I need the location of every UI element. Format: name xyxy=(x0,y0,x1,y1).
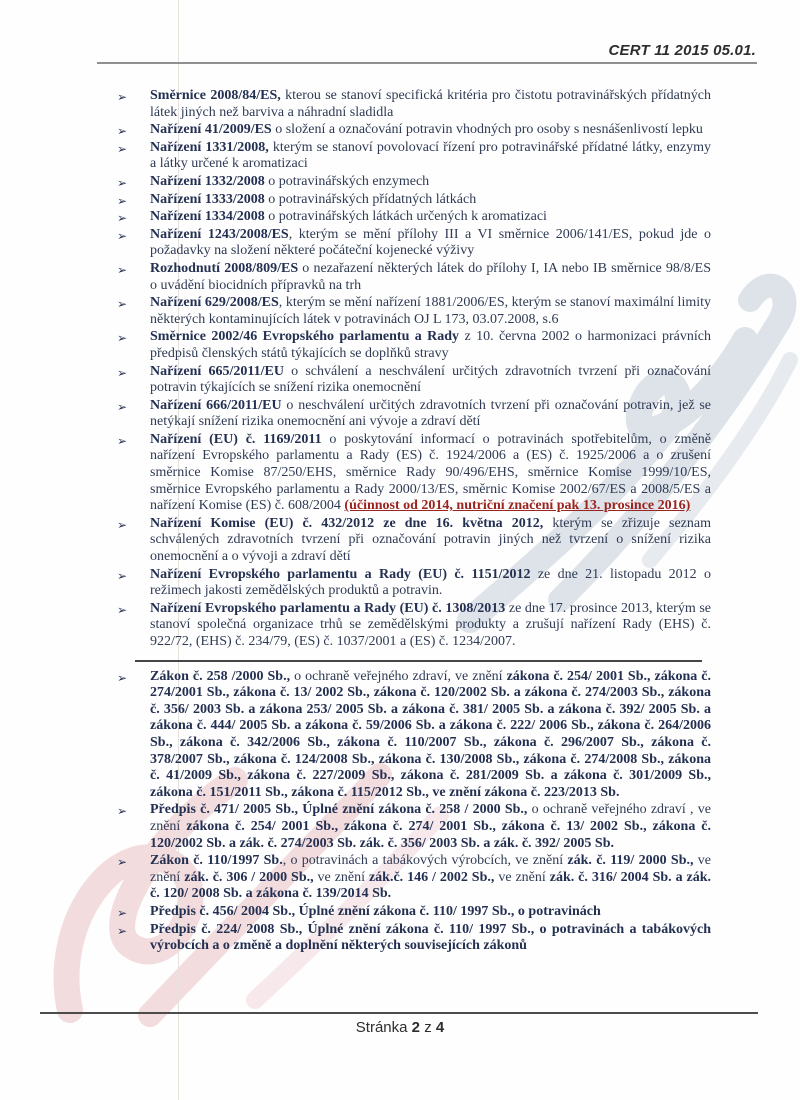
list-item xyxy=(115,516,711,566)
list-item-text: Nařízení 665/2011/EU o schválení a neschválení určitých zdravotních tvrzení při označování potravin týkajících se snížení rizika onemocnění xyxy=(150,363,711,396)
arrow-bullet-icon: ➢ xyxy=(117,905,128,920)
arrow-bullet-icon: ➢ xyxy=(117,517,128,532)
arrow-bullet-icon: ➢ xyxy=(117,193,128,208)
list-item xyxy=(115,192,711,209)
arrow-bullet-icon: ➢ xyxy=(117,262,128,277)
arrow-bullet-icon: ➢ xyxy=(117,297,128,312)
list-item-text: Nařízení 41/2009/ES o složení a označování potravin vhodných pro osoby s nesnášenlivostí lepku xyxy=(150,122,703,138)
list-item xyxy=(115,567,711,600)
arrow-bullet-icon: ➢ xyxy=(117,90,128,104)
list-item-text: Nařízení 1333/2008 o potravinářských přídatných látkách xyxy=(150,191,477,207)
list-item xyxy=(115,669,711,802)
arrow-bullet-icon: ➢ xyxy=(117,141,128,156)
arrow-bullet-icon: ➢ xyxy=(117,331,128,346)
arrow-bullet-icon: ➢ xyxy=(117,399,128,414)
list-item-text: Nařízení (EU) č. 1169/2011 o poskytování informací o potravinách spotřebitelům, o změně nařízení Evropského parlamentu a Rady (ES) č. 1924/2006 a (ES) č. 1925/2006 a o zrušení směrnice Komise 87/250/EHS, směrnice Rady 90/496/EHS, směrnice Komise 1999/10/ES, směrnice Evropského parlamentu a Rady 2000/13/ES, směrnic Komise 2002/67/ES a 2008/5/ES a nařízení Komise (ES) č. 608/2004 (účinnost od 2014, nutriční značení pak 13. prosince 2016) xyxy=(150,431,711,514)
arrow-bullet-icon: ➢ xyxy=(117,923,128,938)
list-item-text: Nařízení 1331/2008, kterým se stanoví povolovací řízení pro potravinářské přídatné látky, enzymy a látky určené k aromatizaci xyxy=(150,139,711,172)
list-item xyxy=(115,853,711,903)
list-item xyxy=(115,364,711,397)
page-number-total: 4 xyxy=(435,1019,445,1036)
list-item xyxy=(115,122,711,139)
list-item-text: Zákon č. 258 /2000 Sb., o ochraně veřejného zdraví, ve znění zákona č. 254/ 2001 Sb., zákona č. 274/2001 Sb., zákona č. 13/ 2002 Sb., zákona č. 120/2002 Sb. a zákona č. 274/2003 Sb., zákona č. 356/ 2003 Sb. a zákona 253/ 2005 Sb. a zákona č. 381/ 2005 Sb. a zákona č. 392/ 2005 Sb. a zákona č. 444/ 2005 Sb. a zákona č. 59/2006 Sb. a zákona č. 222/ 2006 Sb., zákona č. 264/2006 Sb., zákona č. 342/2006 Sb., zákona č. 110/2007 Sb., zákona č. 296/2007 Sb., zákona č. 378/2007 Sb., zákona č. 124/2008 Sb., zákona č. 130/2008 Sb., zákona č. 274/2008 Sb., zákona č. 41/2009 Sb., zákona č. 227/2009 Sb., zákona č. 281/2009 Sb. a zákona č. 301/2009 Sb., zákona č. 151/2011 Sb., zákona č. 115/2012 Sb., ve znění zákona č. 223/2013 Sb. xyxy=(150,668,711,800)
list-item-text: Nařízení 1332/2008 o potravinářských enzymech xyxy=(150,173,430,189)
arrow-bullet-icon: ➢ xyxy=(117,804,128,819)
arrow-bullet-icon: ➢ xyxy=(117,602,128,617)
page-number xyxy=(0,1019,800,1036)
list-item-text: Nařízení 1243/2008/ES, kterým se mění přílohy III a VI směrnice 2006/141/ES, pokud jde o požadavky na složení některé počáteční kojenecké výživy xyxy=(150,226,711,259)
list-item-text: Předpis č. 224/ 2008 Sb., Úplné znění zákona č. 110/ 1997 Sb., o potravinách a tabákových výrobcích a o změně a doplnění některých souvisejících zákonů xyxy=(150,921,711,954)
list-item xyxy=(115,432,711,515)
arrow-bullet-icon: ➢ xyxy=(117,568,128,583)
footer-rule xyxy=(40,1012,758,1014)
list-item-text: Směrnice 2002/46 Evropského parlamentu a Rady z 10. června 2002 o harmonizaci právních předpisů členských států týkajících se doplňků stravy xyxy=(150,329,711,361)
regulations-list-cz xyxy=(115,669,711,955)
arrow-bullet-icon: ➢ xyxy=(117,670,128,685)
arrow-bullet-icon: ➢ xyxy=(117,228,128,243)
list-item-text: Předpis č. 456/ 2004 Sb., Úplné znění zákona č. 110/ 1997 Sb., o potravinách xyxy=(150,903,601,919)
list-item-text: Nařízení Evropského parlamentu a Rady (EU) č. 1308/2013 ze dne 17. prosince 2013, kterým se stanoví společná organizace trhů se zemědělskými produkty a zrušují nařízení Rady (EHS) č. 922/72, (EHS) č. 234/79, (ES) č. 1037/2001 a (ES) č. 1234/2007. xyxy=(150,600,711,649)
arrow-bullet-icon: ➢ xyxy=(117,124,128,139)
arrow-bullet-icon: ➢ xyxy=(117,855,128,870)
arrow-bullet-icon: ➢ xyxy=(117,433,128,448)
list-item xyxy=(115,295,711,328)
list-item xyxy=(115,140,711,173)
list-item xyxy=(115,88,711,121)
document-code: CERT 11 2015 05.01. xyxy=(608,42,756,59)
list-item-text: Nařízení 1334/2008 o potravinářských látkách určených k aromatizaci xyxy=(150,209,547,225)
list-item-text: Směrnice 2008/84/ES, kterou se stanoví specifická kritéria pro čistotu potravinářských přídatných látek jiných než barviva a náhradní sladidla xyxy=(150,88,711,120)
arrow-bullet-icon: ➢ xyxy=(117,175,128,190)
list-item xyxy=(115,174,711,191)
list-item-text: Nařízení 666/2011/EU o neschválení určitých zdravotních tvrzení při označování potravin, jež se netýkají snížení rizika onemocnění ani vývoje a zdraví dětí xyxy=(150,397,711,430)
arrow-bullet-icon: ➢ xyxy=(117,365,128,380)
page-number-current: 2 xyxy=(411,1019,421,1036)
arrow-bullet-icon: ➢ xyxy=(117,211,128,226)
section-separator xyxy=(135,660,702,662)
list-item xyxy=(115,802,711,852)
regulations-list-eu xyxy=(115,88,711,651)
list-item-text: Nařízení Komise (EU) č. 432/2012 ze dne 16. května 2012, kterým se zřizuje seznam schválených zdravotních tvrzení při označování potravin jiných než tvrzení o snížení rizika onemocnění a o vývoji a zdraví dětí xyxy=(150,515,711,565)
page-number-prefix: Stránka xyxy=(355,1019,408,1036)
list-item xyxy=(115,227,711,260)
list-item xyxy=(115,209,711,226)
header-rule xyxy=(97,62,757,64)
list-item-text: Nařízení Evropského parlamentu a Rady (EU) č. 1151/2012 ze dne 21. listopadu 2012 o režimech jakosti zemědělských produktů a potravin. xyxy=(150,566,711,599)
list-item-text: Zákon č. 110/1997 Sb., o potravinách a tabákových výrobcích, ve znění zák. č. 119/ 2000 Sb., ve znění zák. č. 306 / 2000 Sb., ve znění zák.č. 146 / 2002 Sb., ve znění zák. č. 316/ 2004 Sb. a zák. č. 120/ 2008 Sb. a zákona č. 139/2014 Sb. xyxy=(150,853,712,902)
list-item-text: Předpis č. 471/ 2005 Sb., Úplné znění zákona č. 258 / 2000 Sb., o ochraně veřejného zdraví , ve znění zákona č. 254/ 2001 Sb., zákona č. 274/ 2001 Sb., zákona č. 13/ 2002 Sb., zákona č. 120/2002 Sb. a zák. č. 274/2003 Sb. zák. č. 356/ 2003 Sb. a zák. č. 392/ 2005 Sb. xyxy=(150,802,711,851)
list-item xyxy=(115,922,711,955)
list-item xyxy=(115,329,711,362)
list-item xyxy=(115,601,711,651)
content-area xyxy=(115,88,711,956)
list-item xyxy=(115,904,711,921)
page-number-of-word: z xyxy=(424,1019,432,1036)
list-item xyxy=(115,398,711,431)
list-item-text: Rozhodnutí 2008/809/ES o nezařazení některých látek do přílohy I, IA nebo IB směrnice 98/8/ES o uvádění biocidních přípravků na trh xyxy=(150,260,711,293)
list-item-text: Nařízení 629/2008/ES, kterým se mění nařízení 1881/2006/ES, kterým se stanoví maximální limity některých kontaminujících látek v potravinách OJ L 173, 03.07.2008, s.6 xyxy=(150,295,712,327)
list-item xyxy=(115,261,711,294)
